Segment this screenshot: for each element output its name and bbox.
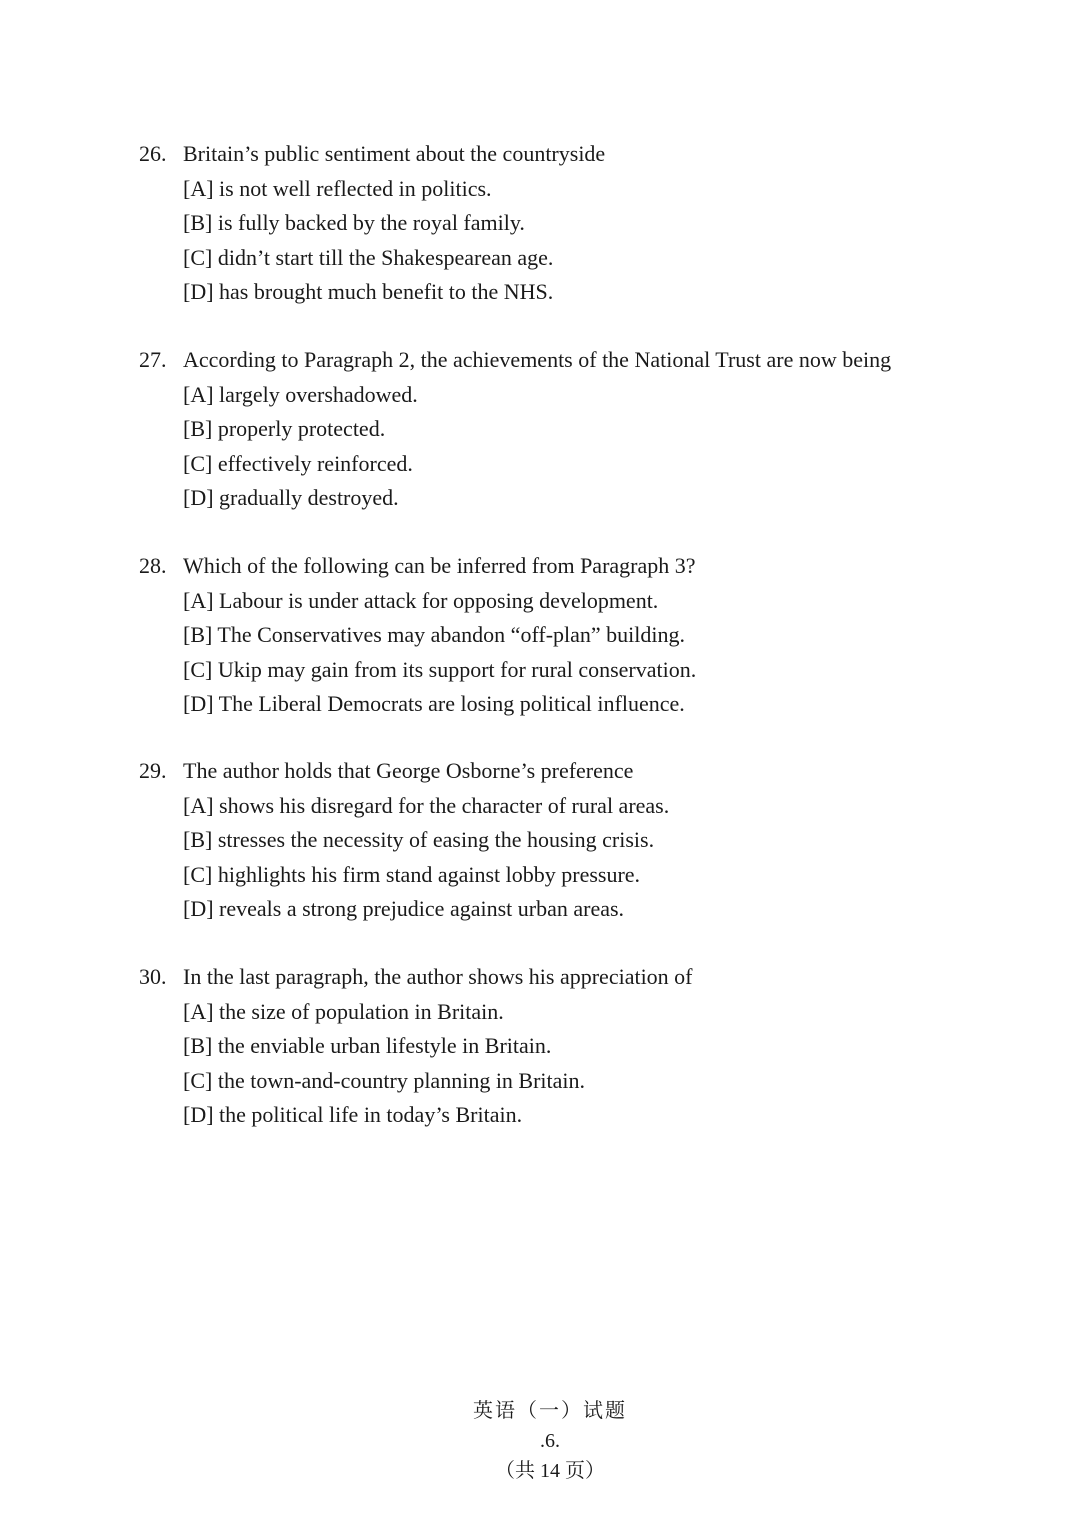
question-stem — [139, 754, 1019, 789]
option-b: [B] The Conservatives may abandon “off-plan” building. — [183, 622, 686, 647]
option-c: [C] effectively reinforced. — [183, 450, 413, 476]
question-text: Which of the following can be inferred from Paragraph 3? — [183, 553, 696, 578]
question-stem — [139, 549, 1019, 584]
option-c: [C] the town-and-country planning in Britain. — [183, 1067, 586, 1093]
question-number: 28. — [139, 553, 167, 578]
footer-exam-title: 英语（一）试题 — [473, 1400, 627, 1422]
question-27 — [139, 343, 1019, 516]
question-stem — [139, 137, 1019, 172]
question-text: According to Paragraph 2, the achievements of the National Trust are now being — [183, 347, 892, 372]
question-26 — [139, 137, 1019, 310]
question-number: 30. — [139, 964, 167, 989]
option-d: [D] the political life in today’s Britain. — [183, 1102, 523, 1127]
option-a: [A] is not well reflected in politics. — [183, 175, 492, 201]
question-stem — [139, 343, 1019, 378]
footer-page-number: .6. — [540, 1430, 560, 1452]
option-a: [A] shows his disregard for the character of rural areas. — [183, 792, 670, 818]
option-d: [D] gradually destroyed. — [183, 485, 399, 510]
question-number: 29. — [139, 758, 167, 783]
option-a: [A] the size of population in Britain. — [183, 998, 504, 1024]
question-number: 26. — [139, 141, 167, 166]
option-d: [D] reveals a strong prejudice against urban areas. — [183, 896, 625, 921]
option-a: [A] largely overshadowed. — [183, 381, 418, 407]
option-b: [B] properly protected. — [183, 416, 386, 441]
option-a: [A] Labour is under attack for opposing development. — [183, 587, 659, 613]
question-text: The author holds that George Osborne’s preference — [183, 758, 634, 783]
option-b: [B] is fully backed by the royal family. — [183, 210, 525, 235]
question-number: 27. — [139, 347, 167, 372]
page-footer — [0, 1366, 1080, 1516]
question-28 — [139, 549, 1019, 722]
question-29 — [139, 754, 1019, 927]
question-30 — [139, 960, 1019, 1133]
question-stem — [139, 960, 1019, 995]
option-b: [B] the enviable urban lifestyle in Britain. — [183, 1033, 552, 1058]
option-c: [C] didn’t start till the Shakespearean age. — [183, 244, 554, 270]
footer-total-pages: （共 14 页） — [495, 1460, 605, 1482]
option-c: [C] Ukip may gain from its support for rural conservation. — [183, 656, 697, 682]
option-c: [C] highlights his firm stand against lobby pressure. — [183, 861, 641, 887]
option-d: [D] has brought much benefit to the NHS. — [183, 279, 554, 304]
option-d: [D] The Liberal Democrats are losing political influence. — [183, 691, 685, 716]
question-text: Britain’s public sentiment about the countryside — [183, 141, 606, 166]
option-b: [B] stresses the necessity of easing the housing crisis. — [183, 827, 655, 852]
question-text: In the last paragraph, the author shows his appreciation of — [183, 964, 693, 989]
